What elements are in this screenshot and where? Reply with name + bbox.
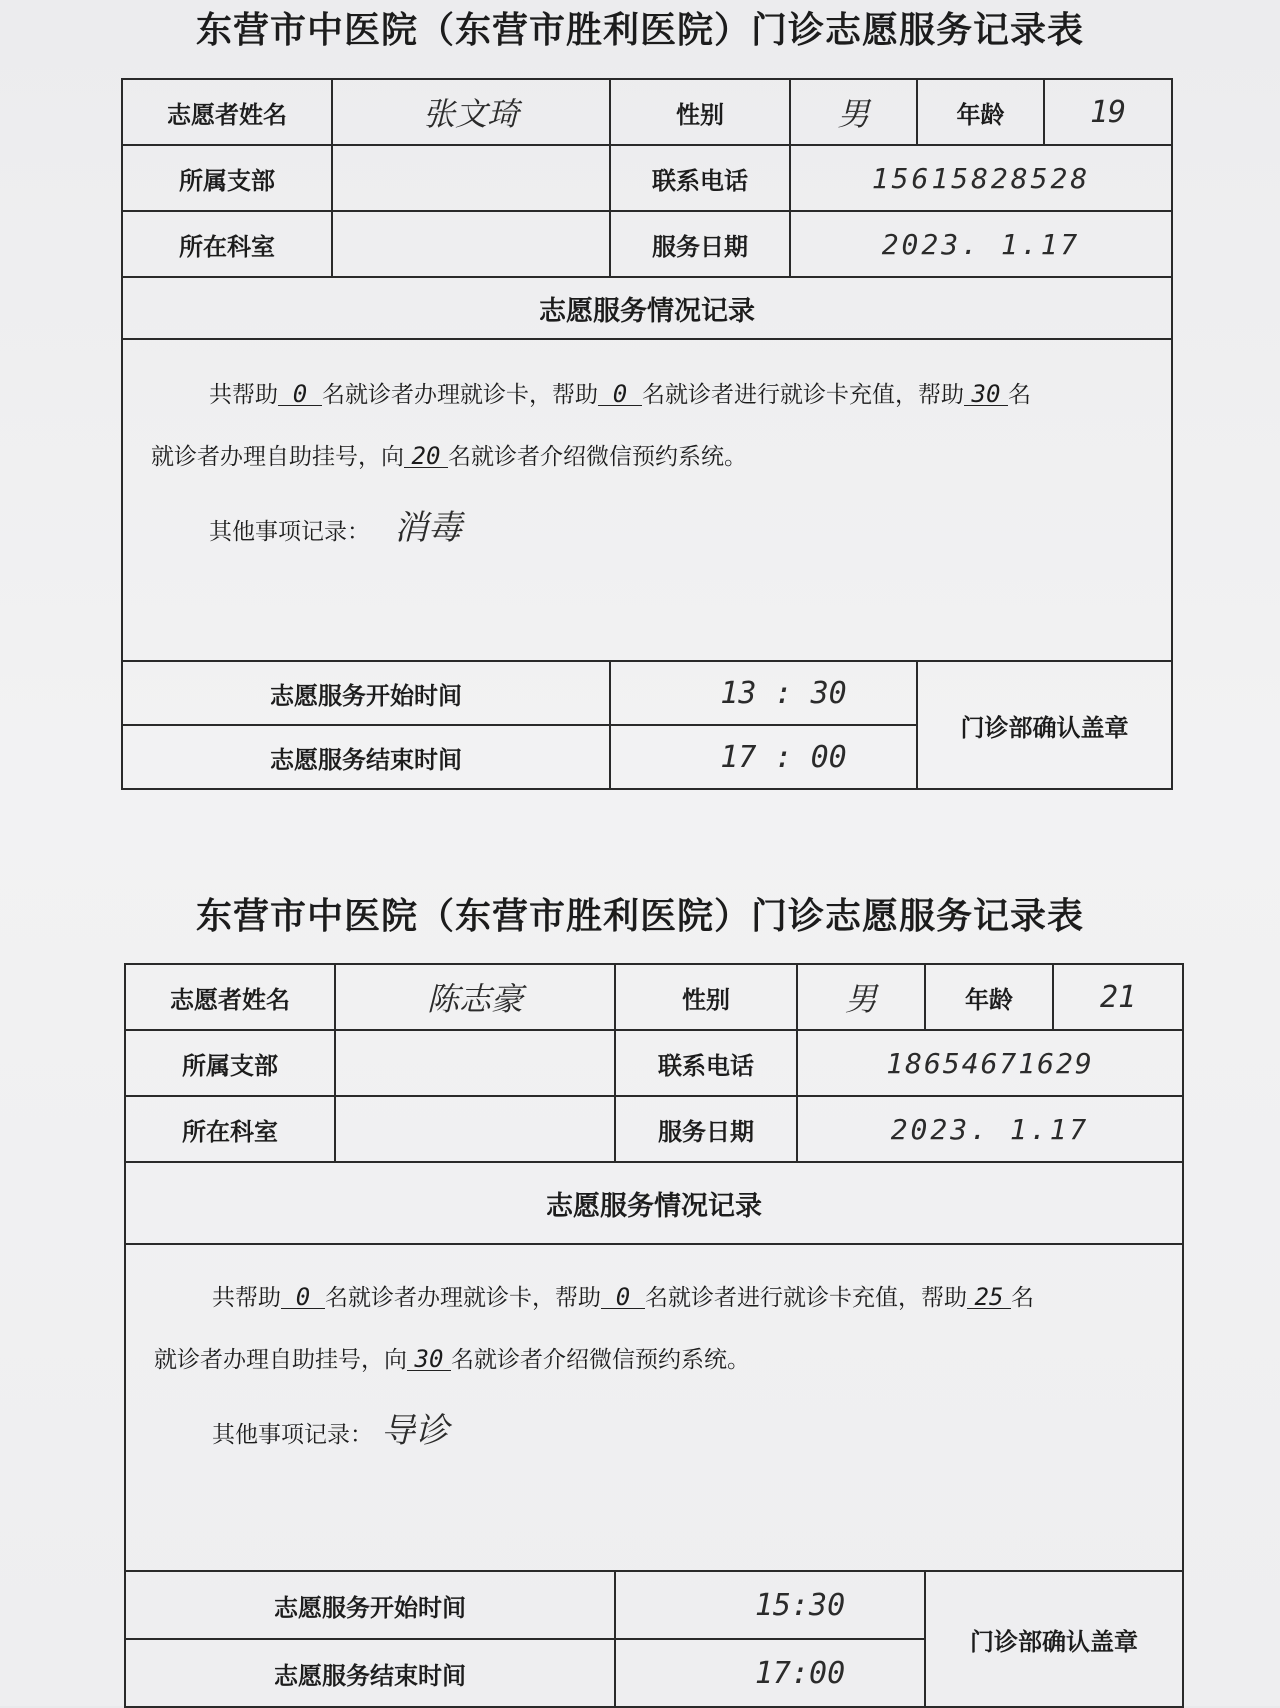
label-branch: 所属支部 (122, 145, 332, 211)
value-start-time: 13 : 30 (610, 661, 917, 725)
value-end-time: 17 : 00 (610, 725, 917, 789)
label-end-time: 志愿服务结束时间 (122, 725, 610, 789)
label-name: 志愿者姓名 (125, 964, 335, 1030)
value-gender: 男 (790, 79, 917, 145)
value-name: 张文琦 (332, 79, 610, 145)
value-branch (335, 1030, 615, 1096)
value-gender: 男 (797, 964, 925, 1030)
label-branch: 所属支部 (125, 1030, 335, 1096)
value-end-time: 17:00 (615, 1639, 925, 1707)
value-start-time: 15:30 (615, 1571, 925, 1639)
label-end-time: 志愿服务结束时间 (125, 1639, 615, 1707)
label-date: 服务日期 (610, 211, 790, 277)
label-age: 年龄 (917, 79, 1044, 145)
form-title: 东营市中医院（东营市胜利医院）门诊志愿服务记录表 (195, 895, 1084, 937)
value-dept (335, 1096, 615, 1162)
stamp-area: 门诊部确认盖章 (917, 661, 1172, 789)
label-gender: 性别 (615, 964, 797, 1030)
record-form-2 (124, 963, 1184, 1708)
value-date: 2023. 1.17 (797, 1096, 1183, 1162)
label-name: 志愿者姓名 (122, 79, 332, 145)
value-phone: 15615828528 (790, 145, 1172, 211)
service-record (122, 339, 1172, 661)
value-date: 2023. 1.17 (790, 211, 1172, 277)
value-name: 陈志豪 (335, 964, 615, 1030)
record-line-2: 就诊者办理自助挂号，向 30 名就诊者介绍微信预约系统。 (154, 1345, 750, 1373)
label-start-time: 志愿服务开始时间 (125, 1571, 615, 1639)
record-line-1: 共帮助 0 名就诊者办理就诊卡，帮助 0 名就诊者进行就诊卡充值，帮助 25 名 (212, 1283, 1034, 1311)
value-phone: 18654671629 (797, 1030, 1183, 1096)
value-dept (332, 211, 610, 277)
label-dept: 所在科室 (125, 1096, 335, 1162)
label-phone: 联系电话 (615, 1030, 797, 1096)
label-gender: 性别 (610, 79, 790, 145)
section-heading: 志愿服务情况记录 (122, 277, 1172, 339)
stamp-area: 门诊部确认盖章 (925, 1571, 1183, 1707)
form-title: 东营市中医院（东营市胜利医院）门诊志愿服务记录表 (195, 9, 1084, 51)
label-date: 服务日期 (615, 1096, 797, 1162)
record-line-other: 其他事项记录： 消毒 (209, 508, 462, 548)
record-line-1: 共帮助 0 名就诊者办理就诊卡，帮助 0 名就诊者进行就诊卡充值，帮助 30 名 (209, 380, 1031, 408)
label-dept: 所在科室 (122, 211, 332, 277)
service-record (125, 1244, 1183, 1571)
label-phone: 联系电话 (610, 145, 790, 211)
value-branch (332, 145, 610, 211)
label-age: 年龄 (925, 964, 1053, 1030)
section-heading: 志愿服务情况记录 (125, 1162, 1183, 1244)
record-line-other: 其他事项记录： 导诊 (212, 1411, 449, 1451)
record-form-1 (121, 78, 1173, 790)
value-age: 19 (1044, 79, 1172, 145)
record-line-2: 就诊者办理自助挂号，向 20 名就诊者介绍微信预约系统。 (151, 442, 747, 470)
value-age: 21 (1053, 964, 1183, 1030)
label-start-time: 志愿服务开始时间 (122, 661, 610, 725)
